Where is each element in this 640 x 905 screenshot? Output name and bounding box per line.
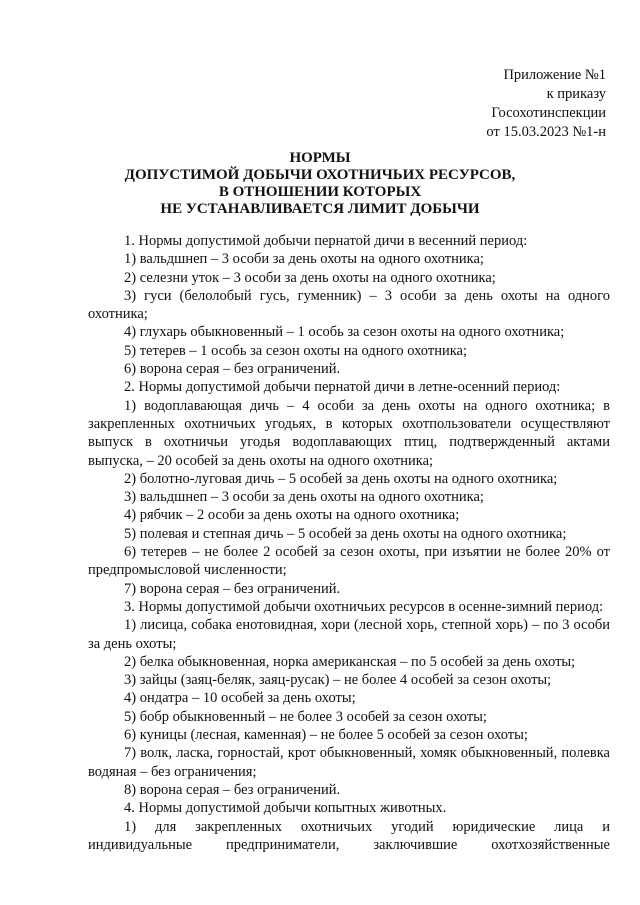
list-item: 1) вальдшнеп – 3 особи за день охоты на одного охотника; xyxy=(124,251,484,268)
appendix-line-3: Госохотинспекции xyxy=(491,105,606,121)
list-item: 1) водоплавающая дичь – 4 особи за день охоты на одного охотника; в закрепленных охотничьих угодьях, в которых охотпользователи осуществляют выпуск в охотничьи угодья водоплавающих птиц, подтвержденный актами выпуска, – 20 особей за день охоты на одного охотника; xyxy=(88,397,610,469)
list-item: 6) куницы (лесная, каменная) – не более 5 особей за сезон охоты; xyxy=(124,727,528,744)
title-line-3: В ОТНОШЕНИИ КОТОРЫХ xyxy=(218,184,422,200)
document-body xyxy=(88,232,610,854)
list-item: 7) волк, ласка, горностай, крот обыкновенный, хомяк обыкновенный, полевка водяная – без ограничения; xyxy=(88,745,610,780)
title-line-4: НЕ УСТАНАВЛИВАЕТСЯ ЛИМИТ ДОБЫЧИ xyxy=(160,201,480,217)
appendix-line-4: от 15.03.2023 №1-н xyxy=(486,124,606,140)
list-item: 4) рябчик – 2 особи за день охоты на одного охотника; xyxy=(124,507,460,524)
appendix-line-1: Приложение №1 xyxy=(503,67,606,83)
section-1-heading: 1. Нормы допустимой добычи пернатой дичи в весенний период: xyxy=(124,233,528,249)
list-item: 6) ворона серая – без ограничений. xyxy=(124,361,341,378)
section-3-heading: 3. Нормы допустимой добычи охотничьих ресурсов в осенне-зимний период: xyxy=(124,598,604,615)
list-item: 5) полевая и степная дичь – 5 особей за день охоты на одного охотника; xyxy=(124,525,567,542)
list-item: 3) зайцы (заяц-беляк, заяц-русак) – не более 4 особей за сезон охоты; xyxy=(124,672,552,689)
list-item: 6) тетерев – не более 2 особей за сезон охоты, при изъятии не более 20% от предпромысловой численности; xyxy=(88,544,610,579)
section-4-heading: 4. Нормы допустимой добычи копытных животных. xyxy=(124,800,447,817)
list-item: 5) бобр обыкновенный – не более 3 особей за сезон охоты; xyxy=(124,708,487,725)
list-item: 1) для закрепленных охотничьих угодий юридические лица и индивидуальные предприниматели, заключившие охотхозяйственные xyxy=(88,818,610,853)
list-item: 2) болотно-луговая дичь – 5 особей за день охоты на одного охотника; xyxy=(124,470,558,487)
list-item: 2) селезни уток – 3 особи за день охоты на одного охотника; xyxy=(124,269,496,286)
title-line-1: НОРМЫ xyxy=(289,150,351,166)
list-item: 7) ворона серая – без ограничений. xyxy=(124,580,341,597)
list-item: 4) ондатра – 10 особей за день охоты; xyxy=(124,690,356,707)
list-item: 1) лисица, собака енотовидная, хори (лесной хорь, степной хорь) – по 3 особи за день охоты; xyxy=(88,617,610,652)
section-2-heading: 2. Нормы допустимой добычи пернатой дичи в летне-осенний период: xyxy=(124,379,561,396)
list-item: 2) белка обыкновенная, норка американская – по 5 особей за день охоты; xyxy=(124,653,576,670)
title-line-2: ДОПУСТИМОЙ ДОБЫЧИ ОХОТНИЧЬИХ РЕСУРСОВ, xyxy=(124,167,516,183)
appendix-header xyxy=(486,66,606,142)
list-item: 3) вальдшнеп – 3 особи за день охоты на одного охотника; xyxy=(124,489,484,506)
appendix-line-2: к приказу xyxy=(546,86,606,102)
list-item: 5) тетерев – 1 особь за сезон охоты на одного охотника; xyxy=(124,342,468,359)
document-title xyxy=(0,150,640,218)
list-item: 3) гуси (белолобый гусь, гуменник) – 3 особи за день охоты на одного охотника; xyxy=(88,287,610,323)
list-item: 8) ворона серая – без ограничений. xyxy=(124,781,341,798)
list-item: 4) глухарь обыкновенный – 1 особь за сезон охоты на одного охотника; xyxy=(124,324,565,341)
